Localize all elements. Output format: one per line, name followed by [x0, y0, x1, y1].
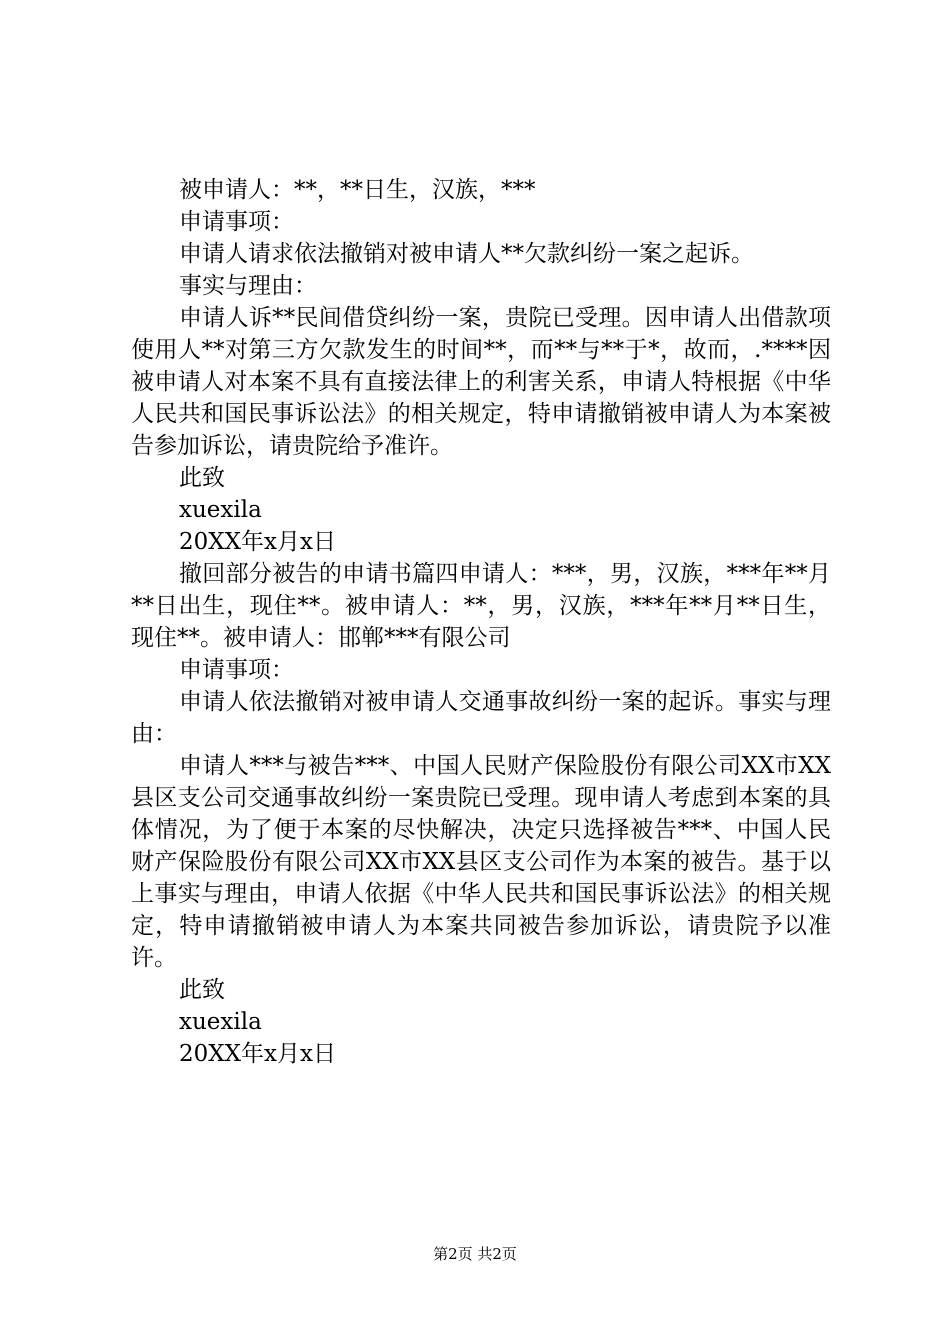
document-body	[131, 174, 831, 1070]
facts-paragraph: 申请人诉**民间借贷纠纷一案，贵院已受理。因申请人出借款项使用人**对第三方欠款发生的时间**，而**与**于*，故而，.****因被申请人对本案不具有直接法律上的利害关系，申请人特根据《中华人民共和国民事诉讼法》的相关规定，特申请撤销被申请人为本案被告参加诉讼，请贵院给予准许。	[131, 305, 831, 459]
request-paragraph-2: 申请人依法撤销对被申请人交通事故纠纷一案的起诉。事实与理由：	[131, 689, 831, 747]
salutation: 此致	[179, 465, 225, 491]
application-items-heading: 申请事项：	[179, 209, 294, 235]
application-items-heading-2: 申请事项：	[179, 657, 294, 683]
salutation-2: 此致	[179, 977, 225, 1003]
facts-heading: 事实与理由：	[179, 273, 317, 299]
date-line-2: 20XX年x月x日	[179, 1041, 336, 1067]
date-line: 20XX年x月x日	[179, 529, 336, 555]
signature-2: xuexila	[179, 1009, 262, 1035]
page-number: 第2页 共2页	[433, 1245, 517, 1263]
request-line: 申请人请求依法撤销对被申请人**欠款纠纷一案之起诉。	[179, 241, 754, 267]
facts-paragraph-2: 申请人***与被告***、中国人民财产保险股份有限公司XX市XX县区支公司交通事故纠纷一案贵院已受理。现申请人考虑到本案的具体情况，为了便于本案的尽快解决，决定只选择被告***、中国人民财产保险股份有限公司XX市XX县区支公司作为本案的被告。基于以上事实与理由，申请人依据《中华人民共和国民事诉讼法》的相关规定，特申请撤销被申请人为本案共同被告参加诉讼，请贵院予以准许。	[131, 753, 831, 971]
applicant-paragraph: 撤回部分被告的申请书篇四申请人：***，男，汉族，***年**月**日出生，现住**。被申请人：**，男，汉族，***年**月**日生，现住**。被申请人：邯郸***有限公司	[131, 561, 831, 651]
signature: xuexila	[179, 497, 262, 523]
respondent-line: 被申请人：**，**日生，汉族，***	[179, 177, 536, 203]
